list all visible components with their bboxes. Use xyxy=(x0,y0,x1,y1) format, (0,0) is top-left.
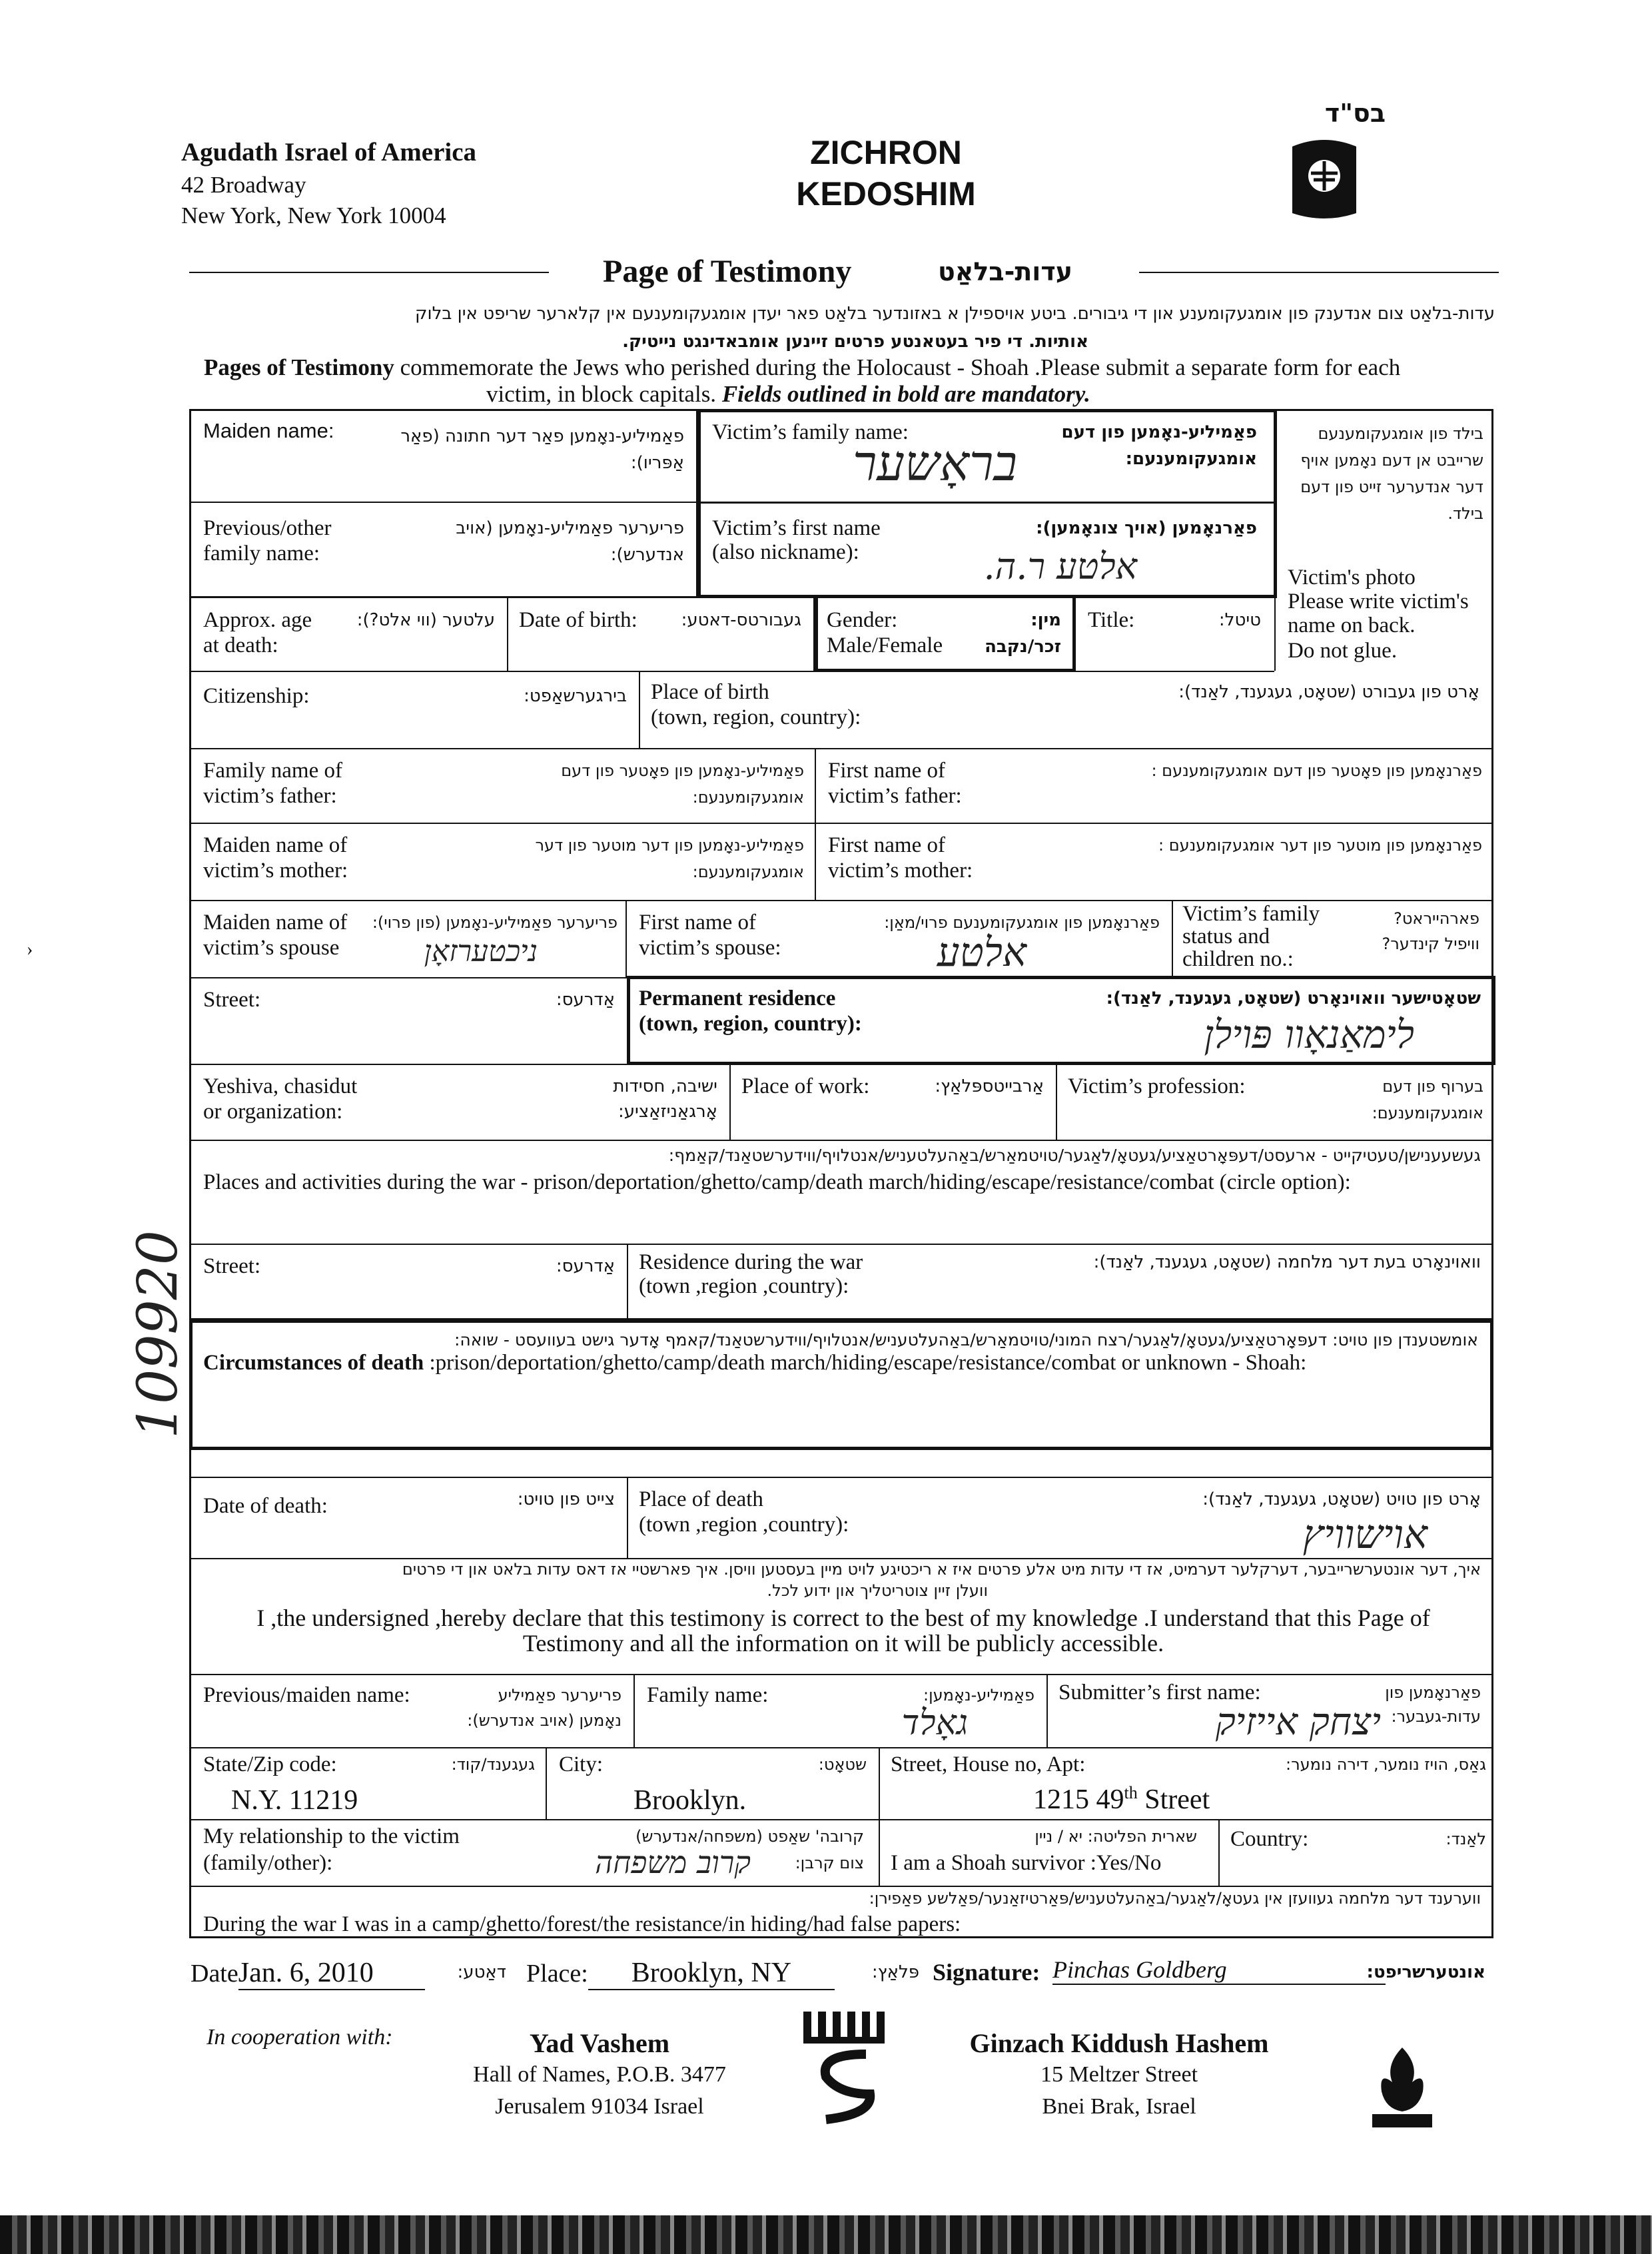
decl-hebrew1: איך, דער אונטערשרייבער, דערקלער דערמיט, אז די עדות מיט אלע פרטים איז א ריכטיגע לויט מיין בעסטען וויסן. איך פארשטיי אז דאס עדות בלאט און די פרטים xyxy=(402,1560,1481,1579)
father-family-label1: Family name of xyxy=(203,759,342,783)
sub-family-hebrew: פאַמיליע-נאָמען: xyxy=(923,1686,1034,1704)
row-war-residence xyxy=(191,1244,1491,1319)
intro-english-line1 xyxy=(204,354,1400,381)
country-label: Country: xyxy=(1230,1827,1309,1851)
mother-maiden-field[interactable] xyxy=(191,823,816,900)
sub-prev-hebrew1: פריערער פאַמיליע xyxy=(498,1686,621,1704)
maiden-name-hebrew: פאַמיליע-נאָמען פאַר דער חתונה (פאַר אַפּריו): xyxy=(400,426,684,473)
mother-first-label2: victim’s mother: xyxy=(828,859,973,883)
war-label: Places and activities during the war - prison/deportation/ghetto/camp/death march/hiding/escape/resistance/combat (circle option): xyxy=(203,1170,1351,1194)
mother-maiden-label1: Maiden name of xyxy=(203,833,348,857)
page-title: Page of Testimony xyxy=(603,254,852,289)
circ-hebrew: אומשטענדן פון טויט: דעפּאָרטאַציע/געטאָ/לאַגער/רצח המוני/טויטמאַרש/באַהעלטעניש/אנטלויף/ווידערשטאַנד/קאמף אָדער גישט בעוועסט - שואה: xyxy=(454,1330,1478,1349)
photo-label: Victim's photo xyxy=(1288,565,1416,589)
death-place-label2: (town ,region ,country): xyxy=(639,1513,849,1537)
profession-field[interactable] xyxy=(1057,1064,1491,1140)
street-label: Street: xyxy=(203,988,261,1012)
father-first-field[interactable] xyxy=(816,748,1491,823)
street-house-field[interactable] xyxy=(880,1747,1491,1819)
intro-english-text: commemorate the Jews who perished during the Holocaust - Shoah .Please submit a separate form for each xyxy=(394,354,1401,380)
dob-hebrew: געבורטס-דאטע: xyxy=(681,610,801,630)
victim-first-name-value: אלטע ר.ה. xyxy=(983,546,1137,587)
birth-label1: Place of birth xyxy=(651,680,769,704)
previous-family-label1: Previous/other xyxy=(203,516,332,540)
first-name-hebrew: פאַרנאָמען (אויך צונאָמען): xyxy=(1036,518,1257,538)
date-of-death-field[interactable] xyxy=(191,1478,628,1558)
spouse-first-label2: victim’s spouse: xyxy=(639,936,781,960)
dob-label: Date of birth: xyxy=(519,608,637,632)
spouse-first-label1: First name of xyxy=(639,911,756,935)
profession-label: Victim’s profession: xyxy=(1068,1074,1246,1098)
ginzach-address2: Bnei Brak, Israel xyxy=(1042,2094,1196,2119)
status-hebrew2: וויפיל קינדער? xyxy=(1382,935,1479,953)
victim-first-name-field[interactable] xyxy=(697,502,1274,596)
sub-family-value: גאָלד xyxy=(901,1703,968,1743)
margin-mark: › xyxy=(27,939,33,960)
submitter-first-field[interactable] xyxy=(1048,1674,1491,1747)
title-zichron: ZICHRON xyxy=(810,134,962,171)
spouse-first-field[interactable] xyxy=(627,900,1173,977)
row-citizenship xyxy=(191,671,1491,749)
previous-family-field[interactable] xyxy=(191,502,697,596)
place-line xyxy=(526,1957,835,1990)
war-residence-label2: (town ,region ,country): xyxy=(639,1274,849,1298)
side-handwritten-number: 109920 xyxy=(127,1230,190,1439)
city-label: City: xyxy=(559,1752,604,1776)
signature-hebrew: אונטערשריפט: xyxy=(1366,1962,1485,1982)
photo-hebrew: בילד פון אומגעקומענעם שרייבט אן דעם נאָמען אויף דער אנדערער זייט פון דעם בילד. xyxy=(1300,424,1483,523)
relation-hebrew1: קרובה' שאַפט (משפחה/אנדערש) xyxy=(635,1827,864,1846)
row-relationship xyxy=(191,1819,1491,1887)
profession-hebrew: בערוף פון דעם אומגעקומענעם: xyxy=(1372,1077,1483,1122)
street-field[interactable] xyxy=(191,977,628,1064)
place-value[interactable]: Brooklyn, NY xyxy=(588,1957,835,1990)
city-field[interactable] xyxy=(547,1747,880,1819)
row-address xyxy=(191,1747,1491,1820)
war-hebrew: געשעענישן/טעטיקייט - ארעסט/דעפּאָרטאַציע/געטאָ/לאַגער/טויטמאַרש/באַהעלטעניש/אנטלויף/ווידערשטאַנד/קאַמף: xyxy=(668,1146,1481,1165)
city-hebrew: שטאָט: xyxy=(818,1755,867,1774)
mother-maiden-hebrew: פאַמיליע-נאָמען פון דער מוטער פון דער אומגעקומענעם: xyxy=(535,836,804,881)
citizenship-field[interactable] xyxy=(191,671,640,748)
sub-prev-label: Previous/maiden name: xyxy=(203,1683,410,1707)
circ-label-bold: Circumstances of death xyxy=(203,1351,424,1375)
circ-label-text: :prison/deportation/ghetto/camp/death march/hiding/escape/resistance/combat or unknown - Shoah: xyxy=(424,1351,1307,1375)
death-place-label1: Place of death xyxy=(639,1487,763,1511)
gender-bold-box xyxy=(815,595,1076,672)
house-value xyxy=(1033,1783,1210,1816)
war-residence-field[interactable] xyxy=(628,1244,1491,1318)
ginzach-address1: 15 Meltzer Street xyxy=(1040,2062,1198,2087)
spouse-maiden-field[interactable] xyxy=(191,900,627,977)
survivor-label: I am a Shoah survivor :Yes/No xyxy=(891,1851,1162,1875)
family-status-field[interactable] xyxy=(1173,900,1491,977)
submitter-previous-field[interactable] xyxy=(191,1674,635,1747)
sub-family-label: Family name: xyxy=(647,1683,769,1707)
circumstances-field[interactable] xyxy=(189,1319,1493,1450)
country-field[interactable] xyxy=(1220,1819,1491,1886)
father-first-label2: victim’s father: xyxy=(828,784,962,808)
photo-note2: name on back. xyxy=(1288,613,1416,637)
death-place-hebrew: אָרט פון טויט (שטאָט, געגענד, לאַנד): xyxy=(1202,1489,1481,1509)
row-submitter xyxy=(191,1674,1491,1748)
bsd-mark: בס"ד xyxy=(1324,99,1386,128)
first-name-label1: Victim’s first name xyxy=(712,516,881,540)
header-rule-right xyxy=(1139,272,1499,273)
page-title-hebrew: עדות-בלאַט xyxy=(937,257,1072,286)
father-family-hebrew: פאַמיליע-נאָמען פון פאָטער פון דעם אומגעקומענעם: xyxy=(561,761,804,807)
spouse-maiden-label1: Maiden name of xyxy=(203,911,348,935)
relation-label2: (family/other): xyxy=(203,1851,333,1875)
camp-label: During the war I was in a camp/ghetto/forest/the resistance/in hiding/had false papers: xyxy=(203,1912,961,1936)
sub-first-hebrew1: פאַרנאָמען פון xyxy=(1385,1683,1481,1702)
declaration xyxy=(191,1557,1491,1675)
state-hebrew: געגענד/קוד: xyxy=(451,1755,535,1774)
title-label: Title: xyxy=(1088,608,1135,632)
death-place-value: אוישוויץ xyxy=(1302,1511,1428,1558)
house-suffix: th xyxy=(1124,1783,1138,1802)
intro-hebrew-line1: עדות-בלאַט צום אנדענק פון אומגעקומענע און די גיבורים. ביטע אויספילן א באזונדער בלאַט פאר יעדן אומגעקומענעם אין קלארער שריפט אין בלוק xyxy=(415,304,1495,324)
street-hebrew: אַדרעס: xyxy=(556,990,615,1010)
gender-hebrew: מין: זכר/נקבה xyxy=(985,610,1061,657)
victim-family-name-field[interactable] xyxy=(697,411,1274,504)
sub-first-value: יצחק אייזיק xyxy=(1215,1700,1381,1744)
age-label1: Approx. age xyxy=(203,608,312,632)
row-yeshiva xyxy=(191,1064,1491,1141)
mother-maiden-label2: victim’s mother: xyxy=(203,859,348,883)
spouse-maiden-value: ניכטערזאָן xyxy=(424,935,538,968)
dob-field[interactable] xyxy=(508,596,815,671)
photo-divider xyxy=(1274,411,1276,671)
victim-family-hebrew: פאַמיליע-נאָמען פון דעם אומגעקומענעם: xyxy=(1061,422,1257,469)
state-label: State/Zip code: xyxy=(203,1752,337,1776)
signature-label: Signature: xyxy=(933,1959,1040,1986)
previous-family-label2: family name: xyxy=(203,542,320,565)
war-street-hebrew: אַדרעס: xyxy=(556,1256,615,1276)
agudath-logo-icon xyxy=(1288,133,1360,224)
ginzach-title: Ginzach Kiddush Hashem xyxy=(969,2028,1269,2058)
victim-family-label: Victim’s family name: xyxy=(712,420,909,444)
photo-note3: Do not glue. xyxy=(1288,639,1398,663)
previous-family-hebrew: פריערער פאַמיליע-נאָמען (אויב אנדערש): xyxy=(456,518,684,565)
cooperation-label: In cooperation with: xyxy=(206,2025,393,2050)
spouse-first-hebrew: פאַרנאָמען פון אומגעקומענעם פרוי/מאַן: xyxy=(884,913,1160,932)
maiden-name-field[interactable] xyxy=(191,411,697,502)
row-mother xyxy=(191,823,1491,901)
date-label: Date xyxy=(191,1960,238,1988)
status-label1: Victim’s family xyxy=(1182,902,1320,926)
row-age-dob xyxy=(191,596,1274,672)
relation-label1: My relationship to the victim xyxy=(203,1824,460,1848)
maiden-name-label: Maiden name: xyxy=(203,419,334,442)
intro-hebrew-line2: אותיות. די פיר בעטאנטע פרטים זיינען אומבאדינגט נייטיק. xyxy=(622,332,1088,352)
state-value: N.Y. 11219 xyxy=(231,1785,358,1816)
photo-note1: Please write victim's xyxy=(1288,589,1469,613)
father-family-label2: victim’s father: xyxy=(203,784,337,808)
mother-first-label1: First name of xyxy=(828,833,945,857)
intro-english-bold: Pages of Testimony xyxy=(204,354,394,380)
camp-hebrew: ווערענד דער מלחמה געוועזן אין געטאָ/לאַגער/באַהעלטעניש/פּאַרטיזאַנער/פאַלשע פאַפירן: xyxy=(869,1889,1481,1908)
house-label: Street, House no, Apt: xyxy=(891,1752,1086,1776)
spouse-maiden-hebrew: פריערער פאַמיליע-נאָמען (פון פרוי): xyxy=(372,913,618,932)
place-hebrew: פּלאַץ: xyxy=(871,1962,919,1982)
residence-label2: (town, region, country): xyxy=(639,1012,862,1036)
war-activities-field[interactable] xyxy=(191,1140,1491,1245)
place-label: Place: xyxy=(526,1960,588,1988)
org-address-line1: 42 Broadway xyxy=(181,172,306,198)
citizenship-label: Citizenship: xyxy=(203,684,310,708)
first-name-label2: (also nickname): xyxy=(712,540,859,564)
yeshiva-label2: or organization: xyxy=(203,1100,343,1124)
ginzach-logo-icon xyxy=(1366,2045,1439,2131)
victim-photo-area[interactable] xyxy=(1274,411,1495,671)
father-first-hebrew: פאַרנאָמען פון פאָטער פון דעם אומגעקומענעם : xyxy=(1151,761,1482,780)
status-label2: status and xyxy=(1182,925,1270,948)
residence-label1: Permanent residence xyxy=(639,986,836,1010)
row-father xyxy=(191,748,1491,824)
war-street-field[interactable] xyxy=(191,1244,628,1318)
relationship-field[interactable] xyxy=(191,1819,880,1886)
war-residence-hebrew: וואוינאָרט בעת דער מלחמה (שטאָט, געגענד, לאַנד): xyxy=(1093,1252,1481,1272)
date-hebrew: דאַטע: xyxy=(457,1962,506,1982)
row-death xyxy=(191,1477,1491,1559)
row-spouse xyxy=(191,900,1491,978)
spouse-maiden-label2: victim’s spouse xyxy=(203,936,340,960)
mandatory-note: Fields outlined in bold are mandatory. xyxy=(721,381,1090,407)
age-label2: at death: xyxy=(203,633,278,657)
victim-family-value: בראָשער xyxy=(852,435,1017,492)
place-of-birth-field[interactable] xyxy=(640,671,1491,748)
state-zip-field[interactable] xyxy=(191,1747,547,1819)
country-hebrew: לאַנד: xyxy=(1446,1830,1486,1848)
father-first-label1: First name of xyxy=(828,759,945,783)
sub-first-hebrew2: עדות-געבער: xyxy=(1391,1707,1481,1726)
yad-vashem-address1: Hall of Names, P.O.B. 3477 xyxy=(473,2062,726,2087)
age-field[interactable] xyxy=(191,596,508,671)
scan-edge-strip xyxy=(0,2215,1652,2254)
dod-hebrew: צייט פון טויט: xyxy=(517,1489,615,1509)
row-previous-name xyxy=(191,502,1274,598)
intro-english-line2 xyxy=(486,381,1090,408)
birth-hebrew: אָרט פון געבורט (שטאָט, געגענד, לאַנד): xyxy=(1178,682,1479,702)
age-hebrew: עלטער (ווי אלט?): xyxy=(356,610,495,630)
decl-hebrew2: וועלן זיין צוטריטליך און ידוע לכל. xyxy=(767,1581,988,1600)
residence-hebrew: שטאָטישער וואוינאָרט (שטאָט, געגענד, לאַנד): xyxy=(1106,988,1481,1008)
status-label3: children no.: xyxy=(1182,947,1294,971)
dod-label: Date of death: xyxy=(203,1494,328,1518)
header-rule-left xyxy=(189,272,549,273)
date-line xyxy=(191,1957,425,1990)
yeshiva-field[interactable] xyxy=(191,1064,731,1140)
residence-bold-box xyxy=(627,976,1495,1065)
title-hebrew: טיטל: xyxy=(1218,610,1261,630)
yad-vashem-address2: Jerusalem 91034 Israel xyxy=(495,2094,704,2119)
place-of-death-field[interactable] xyxy=(628,1478,1491,1558)
gender-label2: Male/Female xyxy=(827,633,943,657)
yeshiva-label1: Yeshiva, chasidut xyxy=(203,1074,358,1098)
war-status-field[interactable] xyxy=(191,1886,1491,1940)
relation-hebrew2: צום קרבן: xyxy=(795,1854,864,1872)
title-field[interactable] xyxy=(1074,596,1274,671)
testimony-form xyxy=(189,409,1493,1938)
yad-vashem-title: Yad Vashem xyxy=(529,2028,670,2058)
work-label: Place of work: xyxy=(741,1074,870,1098)
submitter-family-field[interactable] xyxy=(635,1674,1048,1747)
date-value[interactable]: Jan. 6, 2010 xyxy=(238,1957,425,1990)
work-hebrew: אַרבייטספּלאַץ: xyxy=(935,1076,1044,1096)
signature-value[interactable]: Pinchas Goldberg xyxy=(1052,1956,1386,1985)
birth-label2: (town, region, country): xyxy=(651,705,861,729)
survivor-field[interactable] xyxy=(880,1819,1220,1886)
father-family-field[interactable] xyxy=(191,748,816,823)
decl-english2: Testimony and all the information on it will be publicly accessible. xyxy=(522,1630,1164,1657)
spouse-first-value: אלטע xyxy=(937,929,1027,976)
survivor-hebrew: שארית הפליטה: יא / ניין xyxy=(1034,1827,1197,1846)
sub-first-label: Submitter’s first name: xyxy=(1058,1681,1261,1704)
yeshiva-hebrew2: אָרגאַניזאַציע: xyxy=(618,1102,717,1122)
status-hebrew1: פארהייראט? xyxy=(1394,909,1479,928)
decl-english1: I ,the undersigned ,hereby declare that this testimony is correct to the best of my knowledge .I understand that this Page of xyxy=(256,1605,1430,1631)
org-name: Agudath Israel of America xyxy=(181,138,477,167)
work-field[interactable] xyxy=(731,1064,1057,1140)
org-address-line2: New York, New York 10004 xyxy=(181,202,446,228)
mother-first-hebrew: פאַרנאָמען פון מוטער פון דער אומגעקומענעם : xyxy=(1158,836,1482,855)
gender-label1: Gender: xyxy=(827,608,898,632)
house-street: Street xyxy=(1137,1784,1210,1815)
intro-english-text2: victim, in block capitals. xyxy=(486,381,722,407)
relation-value: קרוב משפחה xyxy=(595,1844,751,1880)
house-number: 1215 49 xyxy=(1033,1784,1124,1815)
citizenship-hebrew: בירגערשאַפט: xyxy=(524,686,627,706)
yad-vashem-logo-icon xyxy=(799,2008,893,2125)
city-value: Brooklyn. xyxy=(633,1785,747,1816)
residence-value: לימאַנאָוו פּוילן xyxy=(1204,1012,1414,1057)
house-hebrew: גאַס, הויז נומער, דירה נומער: xyxy=(1286,1755,1486,1774)
sub-prev-hebrew2: נאָמען (אויב אנדערש): xyxy=(467,1711,621,1730)
circ-label xyxy=(203,1349,1306,1376)
war-street-label: Street: xyxy=(203,1254,261,1278)
yeshiva-hebrew1: ישיבה, חסידות xyxy=(613,1076,717,1096)
title-kedoshim: KEDOSHIM xyxy=(796,175,976,212)
war-residence-label1: Residence during the war xyxy=(639,1250,863,1274)
mother-first-field[interactable] xyxy=(816,823,1491,900)
